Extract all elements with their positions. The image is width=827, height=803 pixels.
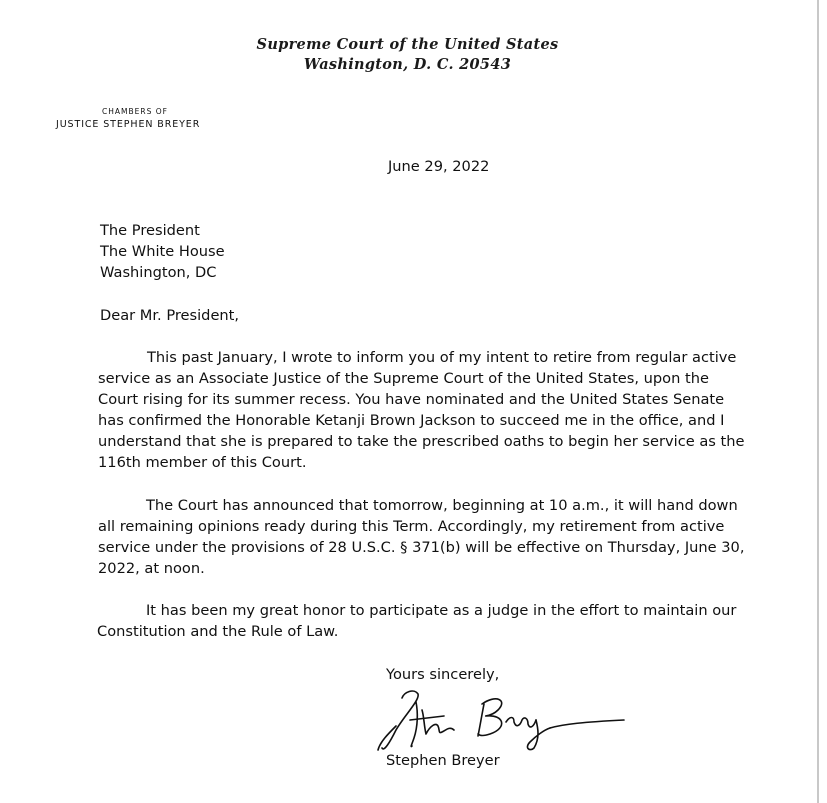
closing: Yours sincerely, <box>386 666 500 683</box>
paragraph-3-line: Constitution and the Rule of Law. <box>97 623 339 640</box>
paragraph-1-line: Court rising for its summer recess. You have nominated and the United States Senate <box>98 391 725 408</box>
paragraph-2-line: The Court has announced that tomorrow, beginning at 10 a.m., it will hand down <box>146 497 738 514</box>
recipient-line-2: The White House <box>100 243 225 260</box>
paragraph-1-line: understand that she is prepared to take the prescribed oaths to begin her service as the <box>98 433 745 450</box>
recipient-line-3: Washington, DC <box>100 264 217 281</box>
letterhead-address: Washington, D. C. 20543 <box>303 56 512 73</box>
letterhead-court-name: Supreme Court of the United States <box>256 36 559 53</box>
paragraph-2-line: 2022, at noon. <box>98 560 205 577</box>
paragraph-1-line: This past January, I wrote to inform you of my intent to retire from regular active <box>147 349 737 366</box>
paragraph-1-line: service as an Associate Justice of the Supreme Court of the United States, upon the <box>98 370 709 387</box>
paragraph-2-line: all remaining opinions ready during this Term. Accordingly, my retirement from active <box>98 518 725 535</box>
chambers-justice-name: JUSTICE STEPHEN BREYER <box>56 119 201 130</box>
chambers-label: CHAMBERS OF <box>102 107 168 116</box>
handwritten-signature <box>374 686 628 756</box>
paragraph-1-line: 116th member of this Court. <box>98 454 307 471</box>
paragraph-1-line: has confirmed the Honorable Ketanji Brown Jackson to succeed me in the office, and I <box>98 412 725 429</box>
recipient-line-1: The President <box>100 222 200 239</box>
letter-date: June 29, 2022 <box>388 158 490 175</box>
paragraph-3-line: It has been my great honor to participate as a judge in the effort to maintain our <box>146 602 737 619</box>
salutation: Dear Mr. President, <box>100 307 240 324</box>
signer-name: Stephen Breyer <box>386 752 500 769</box>
paragraph-2-line: service under the provisions of 28 U.S.C. § 371(b) will be effective on Thursday, June 30, <box>98 539 745 556</box>
